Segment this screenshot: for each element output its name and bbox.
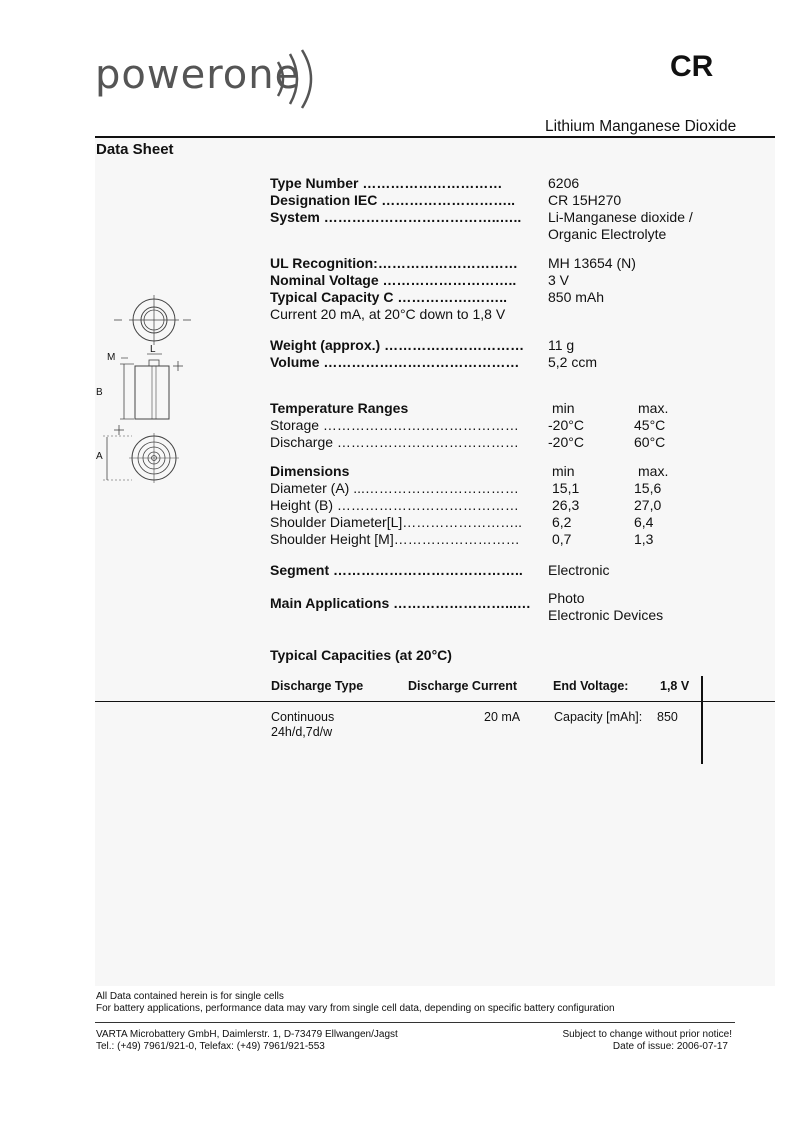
dimensions-row-max: 1,3 xyxy=(634,531,654,547)
dimensions-row-min: 6,2 xyxy=(552,514,572,530)
temperature-row-label: Discharge ………………………………… xyxy=(270,434,519,450)
table-vertical-rule xyxy=(701,676,703,764)
table-cell-current: 20 mA xyxy=(484,710,521,724)
temperature-row-min: -20°C xyxy=(548,434,584,450)
spec-value-type-number: 6206 xyxy=(548,175,580,191)
spec-value-weight: 11 g xyxy=(548,337,575,353)
segment-value: Electronic xyxy=(548,562,610,578)
table-header-type: Discharge Type xyxy=(271,679,364,693)
spec-value-designation: CR 15H270 xyxy=(548,192,622,208)
dimensions-row-min: 26,3 xyxy=(552,497,580,513)
dimensions-max-header: max. xyxy=(638,463,669,479)
applications-value-1: Photo xyxy=(548,590,585,606)
diagram-label-m: M xyxy=(107,352,116,363)
diagram-label-b: B xyxy=(96,387,103,398)
dimensions-row-max: 27,0 xyxy=(634,497,662,513)
side-view-icon xyxy=(114,354,183,435)
footer-rule xyxy=(95,1022,735,1023)
spec-label-type-number: Type Number ………………………… xyxy=(270,175,503,191)
table-header-end-voltage-value: 1,8 V xyxy=(660,679,690,693)
cell-dimension-diagram xyxy=(92,290,192,485)
chemistry-title: Lithium Manganese Dioxide xyxy=(545,118,737,135)
dimensions-row-min: 0,7 xyxy=(552,531,572,547)
diagram-label-l: L xyxy=(150,344,156,355)
spec-value-system: Li-Manganese dioxide / xyxy=(548,209,693,225)
top-view-icon xyxy=(114,295,191,345)
footer-company: VARTA Microbattery GmbH, Daimlerstr. 1, D-73479 Ellwangen/Jagst xyxy=(96,1029,398,1040)
capacities-title: Typical Capacities (at 20°C) xyxy=(270,647,452,663)
temperature-min-header: min xyxy=(552,400,575,416)
temperature-row-max: 60°C xyxy=(634,434,666,450)
spec-label-ul: UL Recognition:………………………… xyxy=(270,255,518,271)
sound-waves-icon xyxy=(270,48,330,110)
spec-label-voltage: Nominal Voltage ……………………….. xyxy=(270,272,517,288)
spec-label-system: System ………………………………..….. xyxy=(270,209,522,225)
footer-contact: Tel.: (+49) 7961/921-0, Telefax: (+49) 7961/921-553 xyxy=(96,1041,325,1052)
dimensions-row-label: Shoulder Diameter[L]…………………….. xyxy=(270,514,523,530)
powerone-logo xyxy=(95,48,325,110)
header-rule xyxy=(95,136,775,138)
table-header-end-voltage: End Voltage: xyxy=(553,679,629,693)
spec-value-ul: MH 13654 (N) xyxy=(548,255,636,271)
bottom-view-icon xyxy=(103,433,179,483)
segment-label: Segment ………………………………….. xyxy=(270,562,523,578)
table-cell-capacity-value: 850 xyxy=(657,710,678,724)
capacity-note: Current 20 mA, at 20°C down to 1,8 V xyxy=(270,306,506,322)
section-title: Data Sheet xyxy=(96,141,174,158)
table-cell-type-2: 24h/d,7d/w xyxy=(271,725,333,739)
dimensions-row-label: Diameter (A) ...…………………………… xyxy=(270,480,519,496)
table-header-rule xyxy=(95,701,775,702)
dimensions-min-header: min xyxy=(552,463,575,479)
spec-label-capacity: Typical Capacity C …………….…….. xyxy=(270,289,508,305)
table-header-current: Discharge Current xyxy=(408,679,518,693)
dimensions-title: Dimensions xyxy=(270,463,350,479)
spec-label-weight: Weight (approx.) ………………………… xyxy=(270,337,525,353)
footer-notice: Subject to change without prior notice! xyxy=(562,1029,732,1040)
applications-value-2: Electronic Devices xyxy=(548,607,664,623)
dimensions-row-label: Height (B) ………………………………… xyxy=(270,497,519,513)
spec-value-capacity: 850 mAh xyxy=(548,289,605,305)
footer-note-2: For battery applications, performance data may vary from single cell data, depending on specific battery configuration xyxy=(96,1003,615,1014)
temperature-max-header: max. xyxy=(638,400,669,416)
table-cell-type: Continuous xyxy=(271,710,335,724)
dimensions-row-min: 15,1 xyxy=(552,480,580,496)
spec-value-voltage: 3 V xyxy=(548,272,570,288)
footer-note-1: All Data contained herein is for single cells xyxy=(96,991,284,1002)
spec-label-volume: Volume …………………………………… xyxy=(270,354,520,370)
temperature-row-max: 45°C xyxy=(634,417,666,433)
temperature-title: Temperature Ranges xyxy=(270,400,409,416)
spec-label-designation: Designation IEC ……………………….. xyxy=(270,192,516,208)
applications-label: Main Applications ……………………...… xyxy=(270,595,531,611)
table-cell-capacity-label: Capacity [mAh]: xyxy=(554,710,643,724)
product-code: CR xyxy=(670,50,714,83)
dimensions-row-max: 15,6 xyxy=(634,480,662,496)
temperature-row-min: -20°C xyxy=(548,417,584,433)
diagram-label-a: A xyxy=(96,451,103,462)
dimensions-row-max: 6,4 xyxy=(634,514,654,530)
footer-issue-date: Date of issue: 2006-07-17 xyxy=(612,1041,728,1052)
brand-wordmark: powerone xyxy=(95,52,301,98)
spec-value-system-2: Organic Electrolyte xyxy=(548,226,667,242)
temperature-row-label: Storage …………………………………… xyxy=(270,417,519,433)
dimensions-row-label: Shoulder Height [M]……………………… xyxy=(270,531,520,547)
spec-value-volume: 5,2 ccm xyxy=(548,354,598,370)
